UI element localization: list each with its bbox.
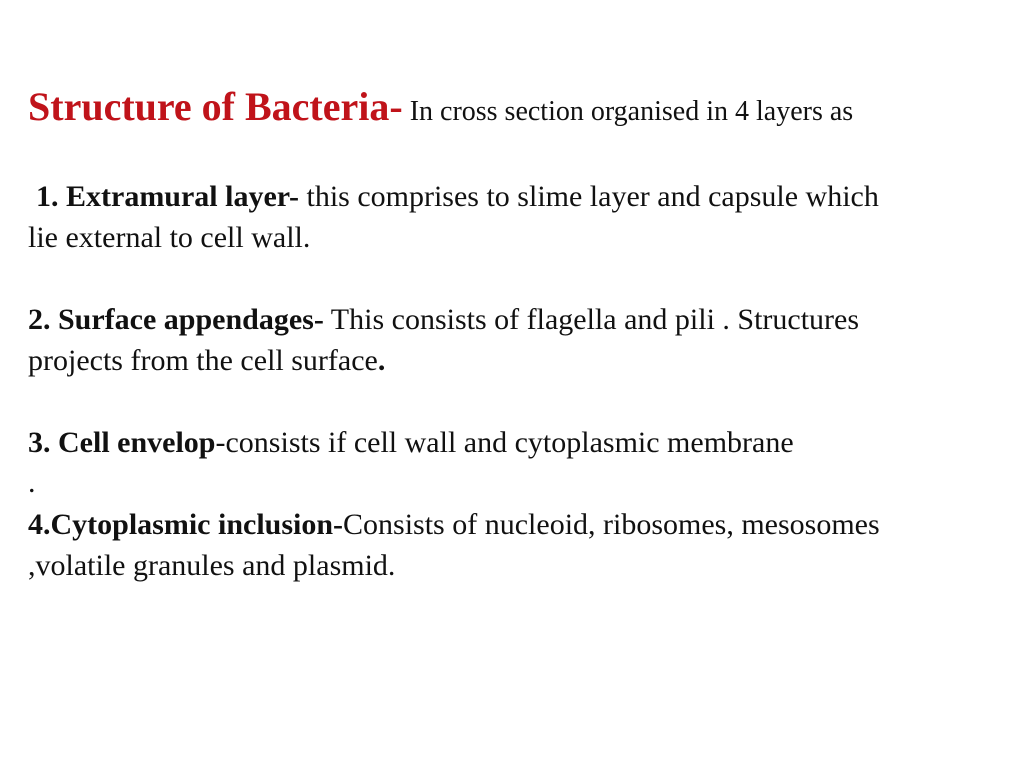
item-text: Consists of nucleoid, ribosomes, mesosomes [343,508,880,541]
list-item-line [28,299,1008,340]
item-number: 1. [36,180,59,213]
list-item-line [28,545,1008,586]
item-text: ,volatile granules and plasmid. [28,549,396,582]
item-text: projects from the cell surface [28,344,378,377]
title-subheading: In cross section organised in 4 layers as [402,96,854,127]
separator-dot: . [28,466,36,499]
item-number: 4. [28,508,51,541]
list-item-cell-envelop [28,422,1008,463]
item-text: lie external to cell wall. [28,221,311,254]
list-item-line [28,217,1008,258]
item-term: Cytoplasmic inclusion- [50,508,344,541]
list-item-line [28,504,1008,545]
list-item-line [28,340,1008,381]
list-item-surface-appendages [28,299,1008,381]
item-text: -consists if cell wall and cytoplasmic membrane [215,426,794,459]
item-number: 3. [28,426,51,459]
list-item-extramural-layer [28,176,1008,258]
item-text-end: . [377,344,386,377]
slide-title [28,82,1018,141]
item-term: Extramural layer- [58,180,299,213]
title-heading: Structure of Bacteria- [28,84,403,129]
item-term: Surface appendages- [50,303,324,336]
list-item-cytoplasmic-inclusion [28,504,1008,586]
list-item-line [28,176,1008,217]
item-term: Cell envelop [50,426,216,459]
item-text: this comprises to slime layer and capsule which [298,180,879,213]
item-number: 2. [28,303,51,336]
item-text: This consists of flagella and pili . Structures [323,303,860,336]
list-item-line [28,422,1008,463]
